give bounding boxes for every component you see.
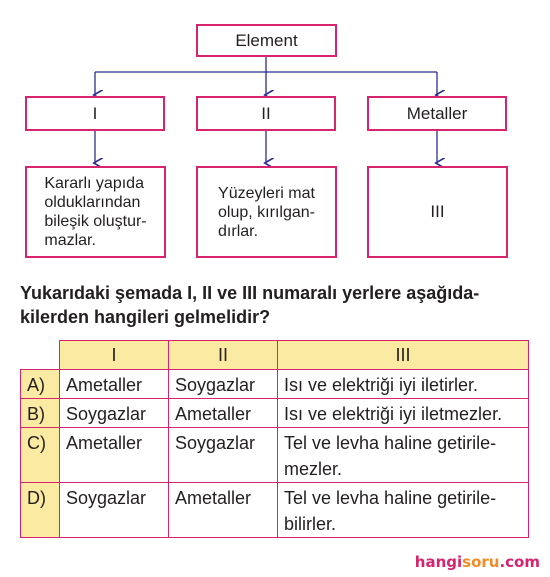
option-letter-b[interactable]: B) <box>21 399 60 428</box>
desc-i-text: Kararlı yapıda olduklarından bileşik oluştur- mazlar. <box>44 175 147 249</box>
header-i: I <box>60 341 169 370</box>
box-ii-label: II <box>261 103 271 123</box>
box-i <box>25 96 165 131</box>
header-blank <box>21 341 60 370</box>
box-desc-i <box>25 166 166 258</box>
box-metaller <box>367 96 507 131</box>
answer-table <box>20 340 529 538</box>
option-letter-a[interactable]: A) <box>21 370 60 399</box>
box-metaller-label: Metaller <box>406 103 468 123</box>
option-d-i: Soygazlar <box>60 483 169 538</box>
option-b-ii: Ametaller <box>169 399 278 428</box>
header-ii: II <box>169 341 278 370</box>
header-iii: III <box>278 341 529 370</box>
desc-ii-text: Yüzeyleri mat olup, kırılgan- dırlar. <box>218 184 315 240</box>
box-desc-iii <box>367 166 508 258</box>
option-b-iii: Isı ve elektriği iyi iletmezler. <box>278 399 529 428</box>
box-desc-ii <box>196 166 337 258</box>
option-letter-c[interactable]: C) <box>21 428 60 483</box>
table-row[interactable] <box>21 370 529 399</box>
option-a-ii: Soygazlar <box>169 370 278 399</box>
watermark-part-2: soru <box>462 553 500 571</box>
option-b-i: Soygazlar <box>60 399 169 428</box>
watermark-part-1: hangi <box>414 553 463 571</box>
watermark-logo <box>415 553 540 571</box>
option-d-ii: Ametaller <box>169 483 278 538</box>
table-header-row <box>21 341 529 370</box>
option-c-iii: Tel ve levha haline getirile-mezler. <box>278 428 529 483</box>
element-box <box>196 24 337 57</box>
element-label: Element <box>235 30 298 50</box>
watermark-part-3: .com <box>499 553 540 571</box>
desc-iii-text: III <box>430 202 445 221</box>
table-row[interactable] <box>21 483 529 538</box>
question-text: Yukarıdaki şemada I, II ve III numaralı yerlere aşağıda-kilerden hangileri gelmelidir? <box>20 283 480 327</box>
option-c-i: Ametaller <box>60 428 169 483</box>
option-letter-d[interactable]: D) <box>21 483 60 538</box>
table-row[interactable] <box>21 399 529 428</box>
table-row[interactable] <box>21 428 529 483</box>
option-c-ii: Soygazlar <box>169 428 278 483</box>
box-ii <box>196 96 336 131</box>
option-d-iii: Tel ve levha haline getirile-bilirler. <box>278 483 529 538</box>
option-a-i: Ametaller <box>60 370 169 399</box>
option-a-iii: Isı ve elektriği iyi iletirler. <box>278 370 529 399</box>
box-i-label: I <box>92 103 98 123</box>
